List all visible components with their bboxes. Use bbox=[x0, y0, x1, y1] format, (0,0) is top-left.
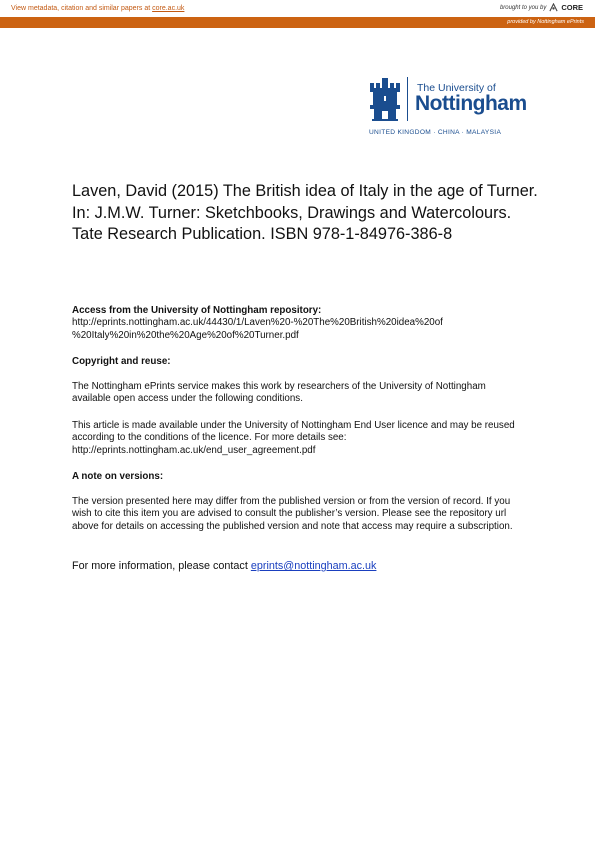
core-brand: CORE bbox=[561, 3, 583, 12]
contact-email-link[interactable]: eprints@nottingham.ac.uk bbox=[250, 560, 377, 572]
access-url-line1[interactable]: http://eprints.nottingham.ac.uk/44430/1/Laven%20-%20The%20British%20idea%20of bbox=[72, 317, 443, 329]
versions-heading-block bbox=[72, 471, 542, 483]
logo-divider bbox=[407, 77, 408, 121]
core-provided-by[interactable]: provided by Nottingham ePrints bbox=[507, 19, 584, 25]
access-section bbox=[72, 305, 542, 342]
castle-crest-icon bbox=[368, 77, 402, 121]
core-view-link[interactable] bbox=[11, 5, 184, 12]
access-heading: Access from the University of Nottingham repository: bbox=[72, 305, 322, 316]
logo-line1: The University of bbox=[417, 82, 496, 94]
contact-text: For more information, please contact bbox=[72, 560, 251, 572]
logo-tagline: UNITED KINGDOM · CHINA · MALAYSIA bbox=[369, 129, 502, 136]
core-brought-text: brought to you by bbox=[499, 4, 547, 11]
copyright-heading-block bbox=[72, 356, 542, 368]
copyright-para1: The Nottingham ePrints service makes this work by researchers of the University of Nottingham available open access under the following conditions. bbox=[72, 381, 486, 405]
logo-line2: Nottingham bbox=[415, 92, 527, 115]
access-url-line2[interactable]: %20Italy%20in%20the%20Age%20of%20Turner.pdf bbox=[72, 329, 299, 341]
university-logo bbox=[368, 77, 528, 139]
versions-heading: A note on versions: bbox=[72, 471, 164, 482]
contact-line bbox=[72, 560, 542, 572]
core-brought-by[interactable] bbox=[500, 3, 583, 12]
copyright-heading: Copyright and reuse: bbox=[72, 356, 171, 367]
core-banner bbox=[0, 0, 595, 17]
core-view-text: View metadata, citation and similar papers at bbox=[11, 5, 153, 12]
copyright-para2-block bbox=[72, 420, 527, 457]
core-logo-icon bbox=[549, 3, 558, 12]
core-provider-bar bbox=[0, 17, 595, 28]
versions-para: The version presented here may differ from the published version or from the version of record. If you wish to cite this item you are advised to consult the publisher’s version. Please see the repository url above for details on accessing the published version and note that access may require a subscription. bbox=[72, 496, 513, 532]
copyright-para2-url[interactable]: http://eprints.nottingham.ac.uk/end_user_agreement.pdf bbox=[72, 444, 316, 456]
citation: Laven, David (2015) The British idea of Italy in the age of Turner. In: J.M.W. Turner: Sketchbooks, Drawings and Watercolours. Tate Research Publication. ISBN 978-1-84976-386-8 bbox=[72, 182, 538, 243]
copyright-para2: This article is made available under the University of Nottingham End User licence and may be reused according to the conditions of the licence. For more details see: bbox=[72, 420, 515, 444]
core-site-link[interactable]: core.ac.uk bbox=[152, 5, 185, 12]
